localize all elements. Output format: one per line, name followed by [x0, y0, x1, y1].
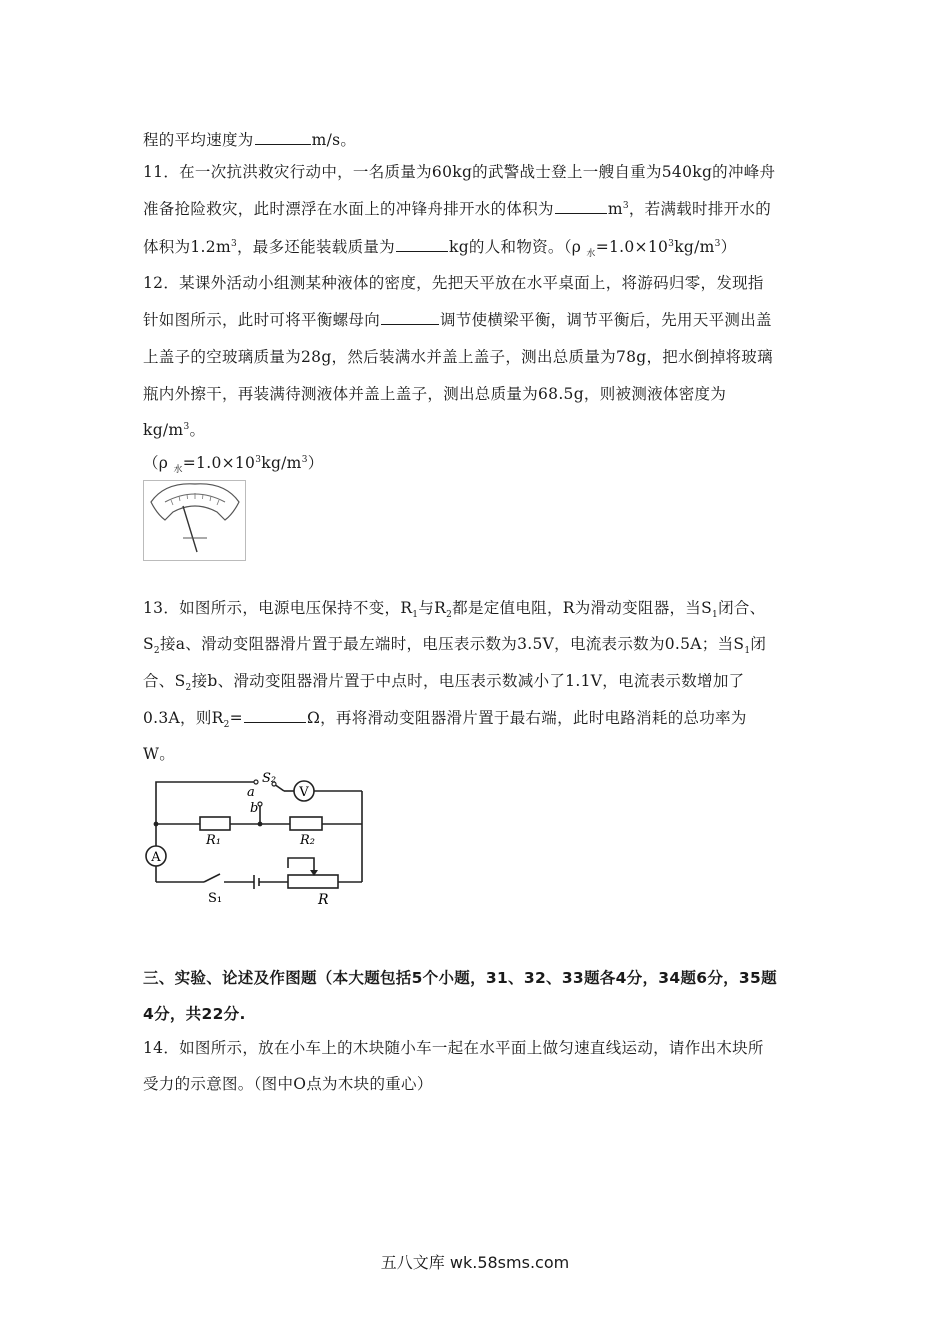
q10-tail: 程的平均速度为 m/s。 [143, 131, 357, 149]
answer-blank[interactable] [255, 130, 311, 145]
answer-blank[interactable] [381, 310, 439, 325]
q12-line1: 12．某课外活动小组测某种液体的密度，先把天平放在水平桌面上，将游码归零，发现指 [143, 274, 764, 292]
q12-line2: 针如图所示，此时可将平衡螺母向 调节使横梁平衡，调节平衡后，先用天平测出盖 [143, 311, 772, 329]
s1-label: S₁ [208, 891, 223, 906]
q14-line1: 14．如图所示，放在小车上的木块随小车一起在水平面上做匀速直线运动，请作出木块所 [143, 1039, 764, 1057]
voltmeter-label: V [299, 785, 309, 800]
q11-line3: 体积为$1.2m^3$，最多还能装载质量为 kg的人和物资。（ρ $_水=1.0\times 10^3kg/m^3$） [143, 238, 737, 260]
q13-line2: $S_2$接a、滑动变阻器滑片置于最左端时，电压表示数为3.5V，电流表示数为0.5A；当$S_1$闭 [143, 635, 767, 657]
answer-blank[interactable] [396, 237, 448, 252]
contact-b-label: b [250, 801, 259, 816]
footer-watermark: 五八文库 wk.58sms.com [380, 1253, 570, 1272]
r2-label: R₂ [300, 833, 315, 848]
rheostat-label: R [318, 892, 329, 907]
answer-blank[interactable] [555, 199, 607, 214]
contact-a-label: a [247, 785, 255, 800]
r1-label: R₁ [206, 833, 221, 848]
q13-line1: 13．如图所示，电源电压保持不变，$R_1$与$R_2$都是定值电阻，R为滑动变阻器，当$S_1$闭合、 [143, 599, 766, 621]
balance-pointer-figure [143, 480, 247, 562]
section3-heading-2: 4分，共22分. [143, 1005, 246, 1023]
circuit-figure [140, 772, 370, 907]
q12-line4: 瓶内外擦干，再装满待测液体并盖上盖子，测出总质量为68.5g，则被测液体密度为 [143, 385, 727, 403]
q11-line2: 准备抢险救灾，此时漂浮在水面上的冲锋舟排开水的体积为 $m^3$，若满载时排开水的 [143, 200, 772, 218]
q13-line4: 0.3A，则$R_2= \Omega$，再将滑动变阻器滑片置于最右端，此时电路消耗的总功率为 [143, 709, 747, 731]
q14-line2: 受力的示意图。（图中O点为木块的重心） [143, 1075, 433, 1093]
ammeter-label: A [151, 850, 161, 865]
q13-line5: W。 [143, 745, 176, 763]
answer-blank[interactable] [244, 708, 306, 723]
q13-line3: 合、$S_2$接b、滑动变阻器滑片置于中点时，电压表示数减小了1.1V，电流表示数增加了 [143, 672, 745, 694]
s2-label: S₂ [262, 772, 277, 786]
section3-heading: 三、实验、论述及作图题（本大题包括5个小题，31、32、33题各4分，34题6分，35题 [143, 969, 777, 987]
q12-line3: 上盖子的空玻璃质量为28g，然后装满水并盖上盖子，测出总质量为78g，把水倒掉将玻璃 [143, 348, 773, 366]
q12-line5: $kg/m^3$。 [143, 421, 206, 439]
q11-line1: 11．在一次抗洪救灾行动中，一名质量为60kg的武警战士登上一艘自重为540kg的冲峰舟 [143, 163, 776, 181]
q12-line6: （ρ $_水=1.0\times 10^3kg/m^3$） [143, 454, 324, 476]
